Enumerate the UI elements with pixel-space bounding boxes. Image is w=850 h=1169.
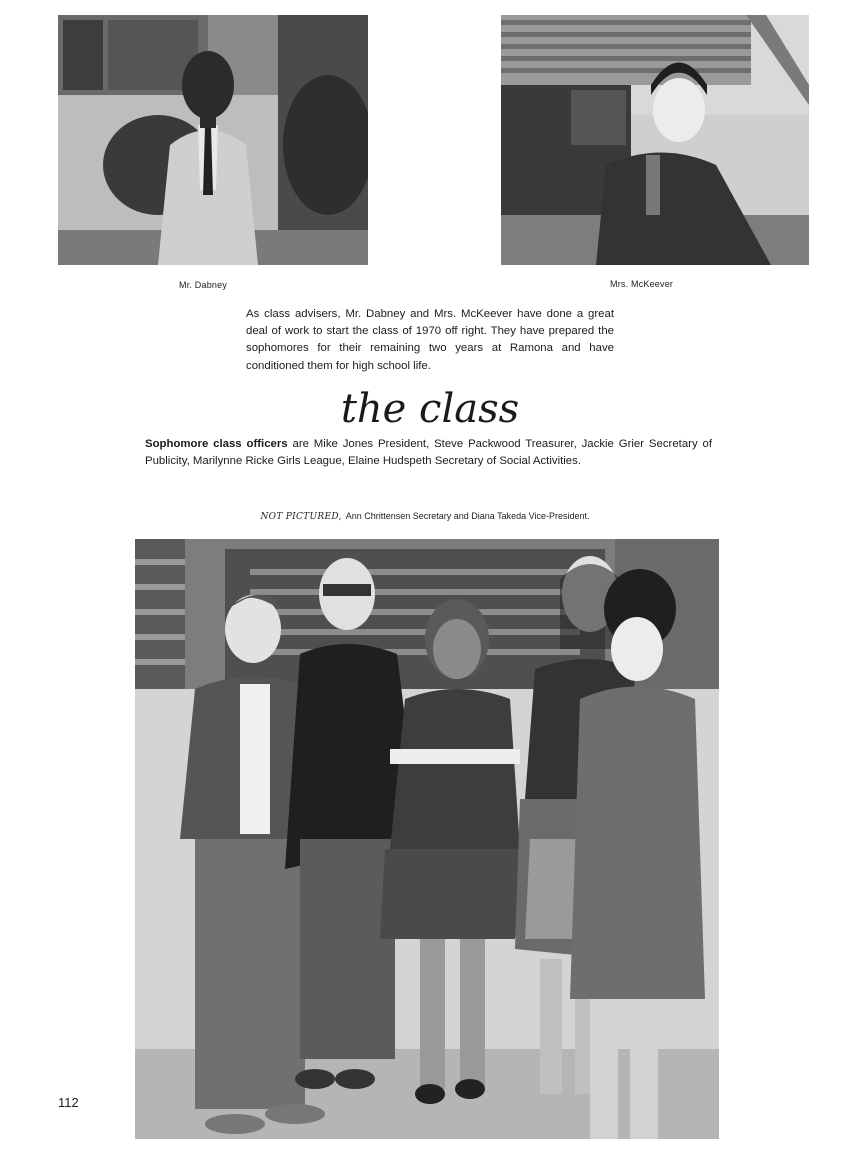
officers-lead: Sophomore class officers <box>145 438 288 450</box>
section-heading: the class <box>340 386 520 432</box>
caption-mr-dabney: Mr. Dabney <box>179 280 228 290</box>
not-pictured-note <box>150 511 700 522</box>
officers-text: are Mike Jones President, Steve Packwood Treasurer, Jackie Grier Secretary of Publicity, Marilynne Ricke Girls League, Elaine Hudspeth Secretary of Social Activities. <box>145 438 712 468</box>
page-number: 112 <box>58 1095 79 1110</box>
photo-mrs-mckeever <box>501 15 809 265</box>
officers-paragraph <box>145 436 712 470</box>
not-pictured-text: Ann Chrittensen Secretary and Diana Takeda Vice-President. <box>345 511 590 521</box>
not-pictured-label: NOT PICTURED, <box>260 512 342 522</box>
photo-class-officers <box>135 539 719 1139</box>
intro-paragraph: As class advisers, Mr. Dabney and Mrs. McKeever have done a great deal of work to start the class of 1970 off right. They have prepared the sophomores for their remaining two years at Ramona and have conditioned them for high school life. <box>246 308 614 372</box>
photo-mr-dabney <box>58 15 368 265</box>
caption-mrs-mckeever: Mrs. McKeever <box>610 279 674 289</box>
